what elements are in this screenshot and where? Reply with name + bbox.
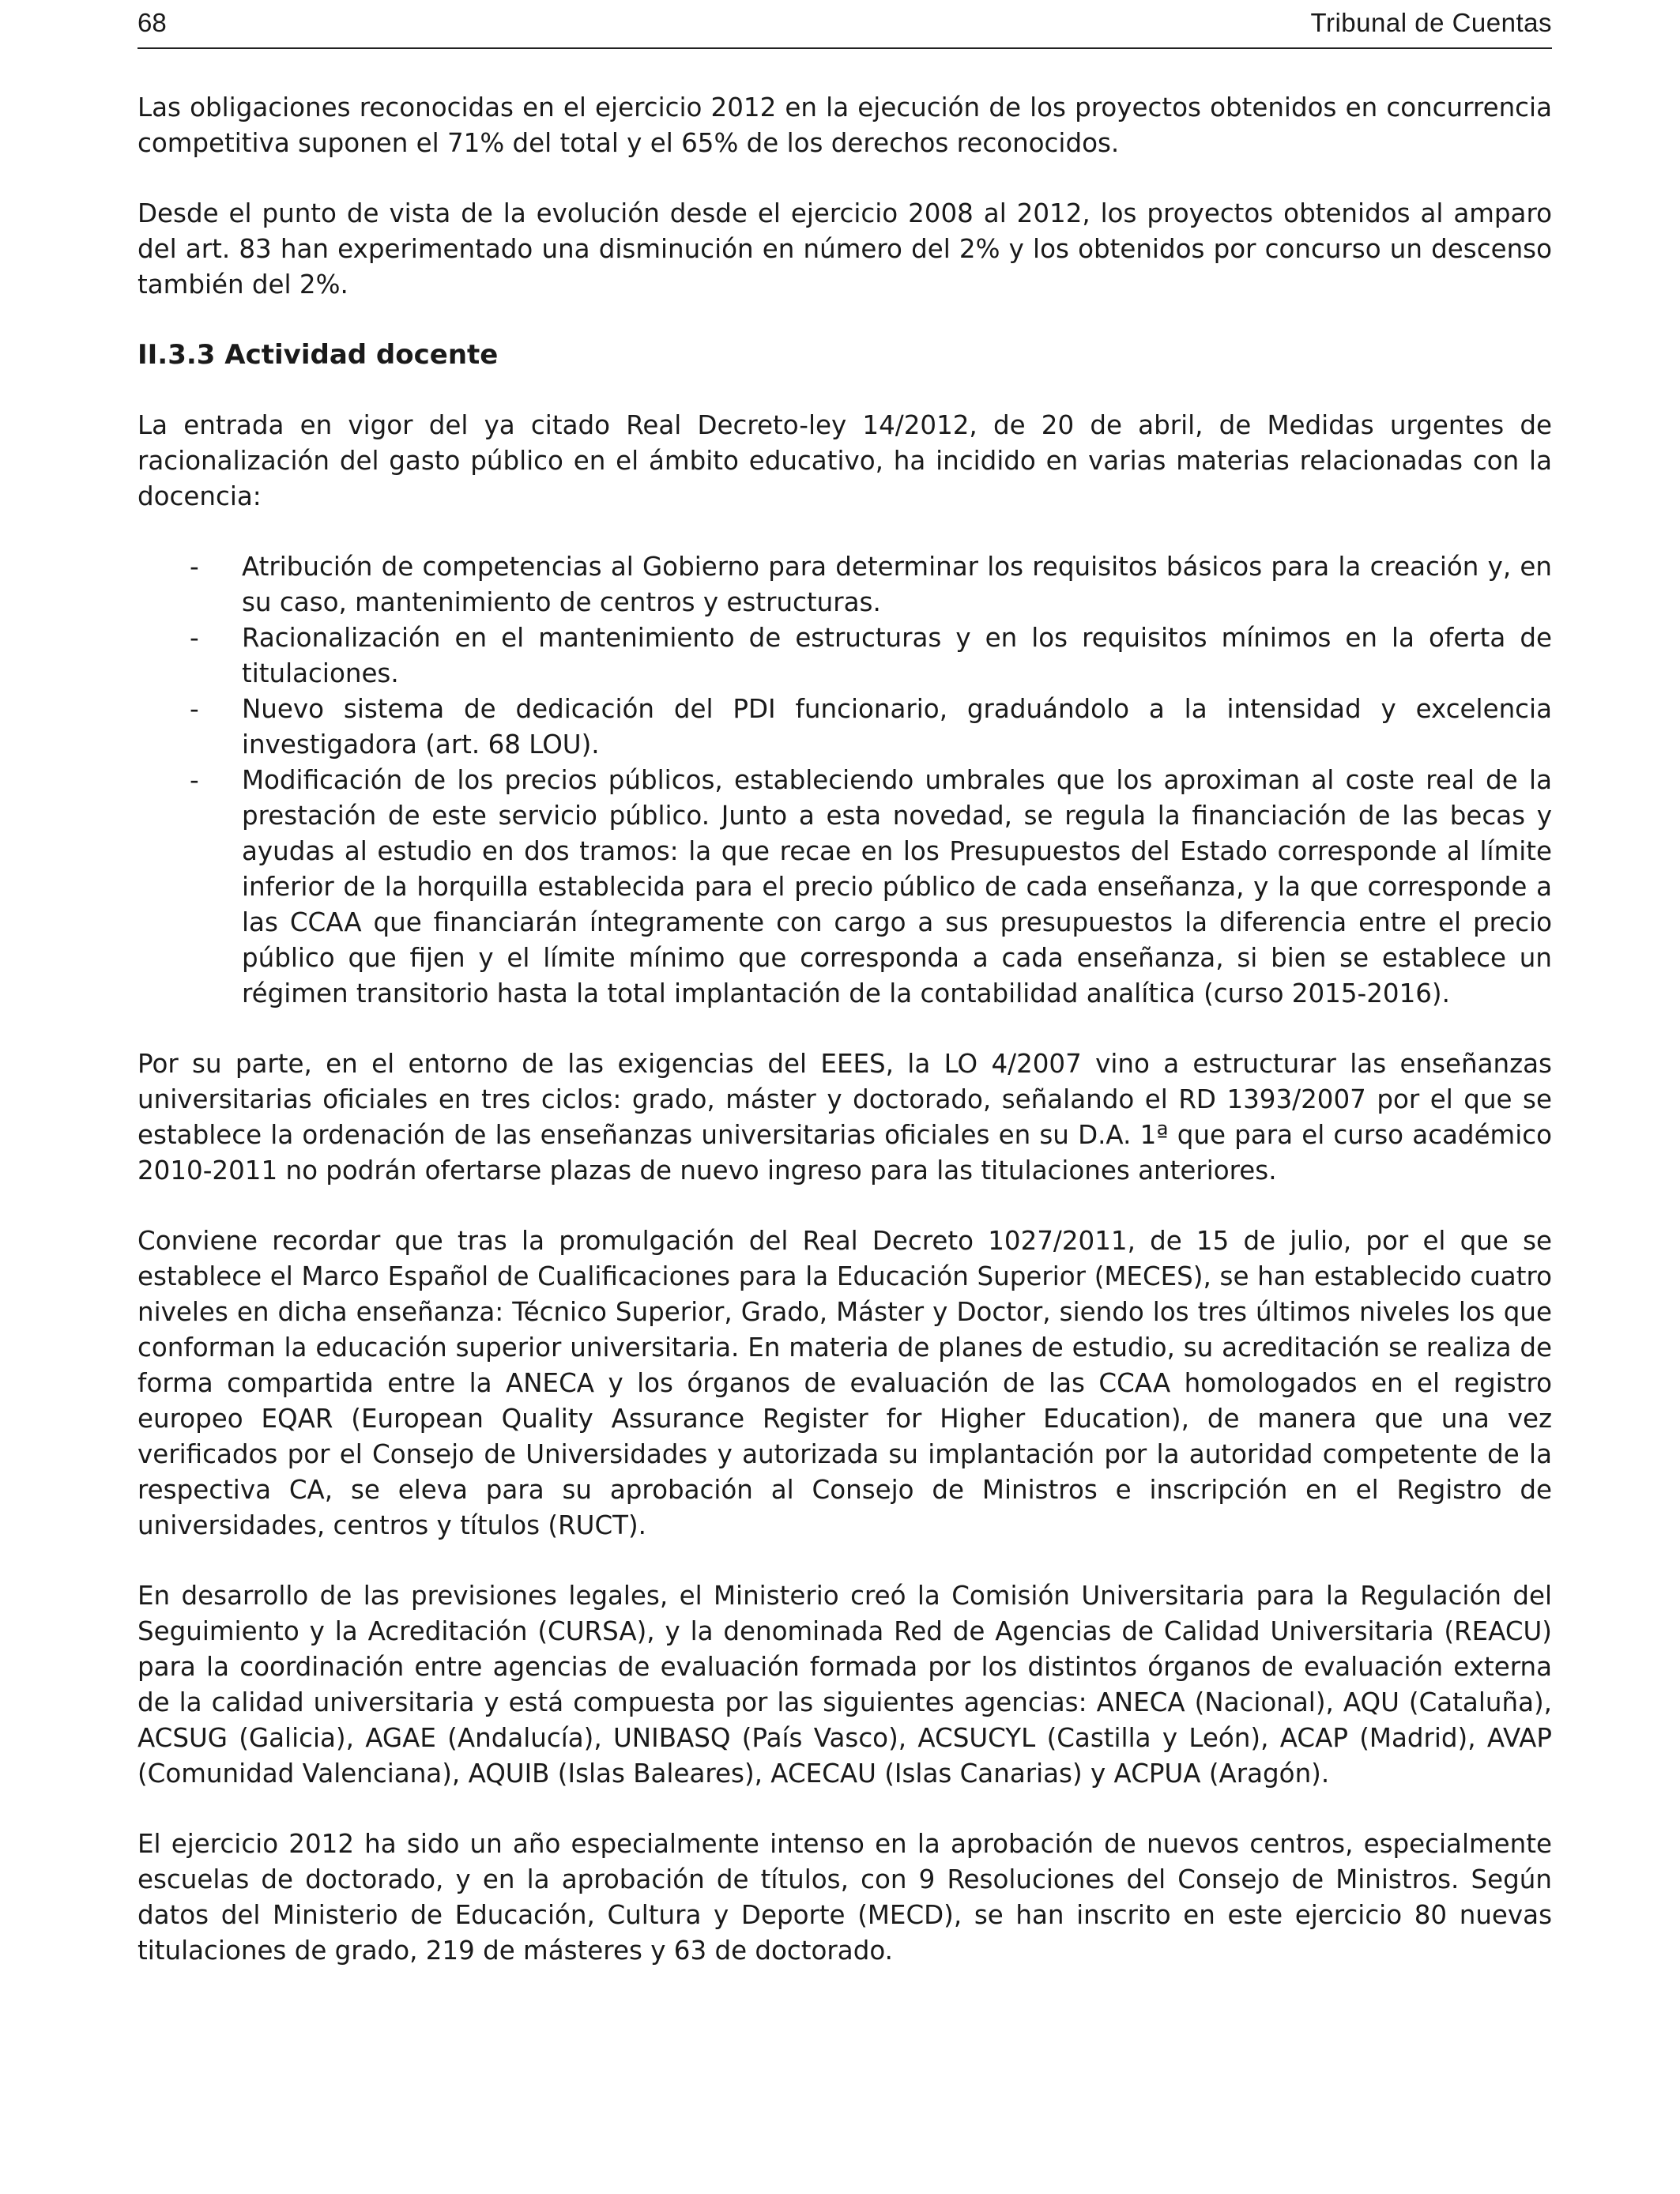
bullet-text: Racionalización en el mantenimiento de estructuras y en los requisitos mínimos en la oferta de titulaciones. [242, 623, 1552, 688]
bullet-text: Modificación de los precios públicos, estableciendo umbrales que los aproximan al coste real de la prestación de este servicio público. Junto a esta novedad, se regula la financiación de las becas y ayudas al estudio en dos tramos: la que recae en los Presupuestos del Estado corresponde al límite inferior de la horquilla establecida para el precio público de cada enseñanza, y la que corresponde a las CCAA que financiarán íntegramente con cargo a sus presupuestos la diferencia entre el precio público que fijen y el límite mínimo que corresponda a cada enseñanza, si bien se establece un régimen transitorio hasta la total implantación de la contabilidad analítica (curso 2015-2016). [242, 765, 1552, 1008]
paragraph: En desarrollo de las previsiones legales, el Ministerio creó la Comisión Universitaria para la Regulación del Seguimiento y la Acreditación (CURSA), y la denominada Red de Agencias de Calidad Universitaria (REACU) para la coordinación entre agencias de evaluación formada por los distintos órganos de evaluación externa de la calidad universitaria y está compuesta por las siguientes agencias: ANECA (Nacional), AQU (Cataluña), ACSUG (Galicia), AGAE (Andalucía), UNIBASQ (País Vasco), ACSUCYL (Castilla y León), ACAP (Madrid), AVAP (Comunidad Valenciana), AQUIB (Islas Baleares), ACECAU (Islas Canarias) y ACPUA (Aragón). [137, 1581, 1552, 1789]
bullet-item [137, 549, 1552, 620]
bullet-marker: - [190, 694, 199, 724]
bullet-item [137, 692, 1552, 763]
paragraph: El ejercicio 2012 ha sido un año especialmente intenso en la aprobación de nuevos centros, especialmente escuelas de doctorado, y en la aprobación de títulos, con 9 Resoluciones del Consejo de Ministros. Según datos del Ministerio de Educación, Cultura y Deporte (MECD), se han inscrito en este ejercicio 80 nuevas titulaciones de grado, 219 de másteres y 63 de doctorado. [137, 1829, 1552, 1966]
bullet-marker: - [190, 552, 199, 582]
bullet-marker: - [190, 623, 199, 653]
bullet-text: Nuevo sistema de dedicación del PDI funcionario, graduándolo a la intensidad y excelencia investigadora (art. 68 LOU). [242, 694, 1552, 760]
section-heading: II.3.3 Actividad docente [137, 339, 499, 371]
bullet-item [137, 620, 1552, 692]
document-body [137, 90, 1552, 1969]
intro-paragraph: La entrada en vigor del ya citado Real Decreto-ley 14/2012, de 20 de abril, de Medidas urgentes de racionalización del gasto público en el ámbito educativo, ha incidido en varias materias relacionadas con la docencia: [137, 410, 1552, 511]
bullet-text: Atribución de competencias al Gobierno para determinar los requisitos básicos para la creación y, en su caso, mantenimiento de centros y estructuras. [242, 552, 1552, 617]
document-page [137, 0, 1552, 2004]
bullet-marker: - [190, 765, 199, 795]
running-title: Tribunal de Cuentas [1310, 8, 1552, 37]
bullet-item [137, 763, 1552, 1012]
bullet-list [137, 549, 1552, 1012]
paragraph: Las obligaciones reconocidas en el ejercicio 2012 en la ejecución de los proyectos obtenidos en concurrencia competitiva suponen el 71% del total y el 65% de los derechos reconocidos. [137, 92, 1552, 158]
paragraph: Conviene recordar que tras la promulgación del Real Decreto 1027/2011, de 15 de julio, por el que se establece el Marco Español de Cualificaciones para la Educación Superior (MECES), se han establecido cuatro niveles en dicha enseñanza: Técnico Superior, Grado, Máster y Doctor, siendo los tres últimos niveles los que conforman la educación superior universitaria. En materia de planes de estudio, su acreditación se realiza de forma compartida entre la ANECA y los órganos de evaluación de las CCAA homologados en el registro europeo EQAR (European Quality Assurance Register for Higher Education), de manera que una vez verificados por el Consejo de Universidades y autorizada su implantación por la autoridad competente de la respectiva CA, se eleva para su aprobación al Consejo de Ministros e inscripción en el Registro de universidades, centros y títulos (RUCT). [137, 1226, 1552, 1540]
page-header [137, 0, 1552, 49]
paragraph: Desde el punto de vista de la evolución desde el ejercicio 2008 al 2012, los proyectos obtenidos al amparo del art. 83 han experimentado una disminución en número del 2% y los obtenidos por concurso un descenso también del 2%. [137, 198, 1552, 300]
page-number: 68 [137, 8, 167, 37]
paragraph: Por su parte, en el entorno de las exigencias del EEES, la LO 4/2007 vino a estructurar las enseñanzas universitarias oficiales en tres ciclos: grado, máster y doctorado, señalando el RD 1393/2007 por el que se establece la ordenación de las enseñanzas universitarias oficiales en su D.A. 1ª que para el curso académico 2010-2011 no podrán ofertarse plazas de nuevo ingreso para las titulaciones anteriores. [137, 1049, 1552, 1186]
